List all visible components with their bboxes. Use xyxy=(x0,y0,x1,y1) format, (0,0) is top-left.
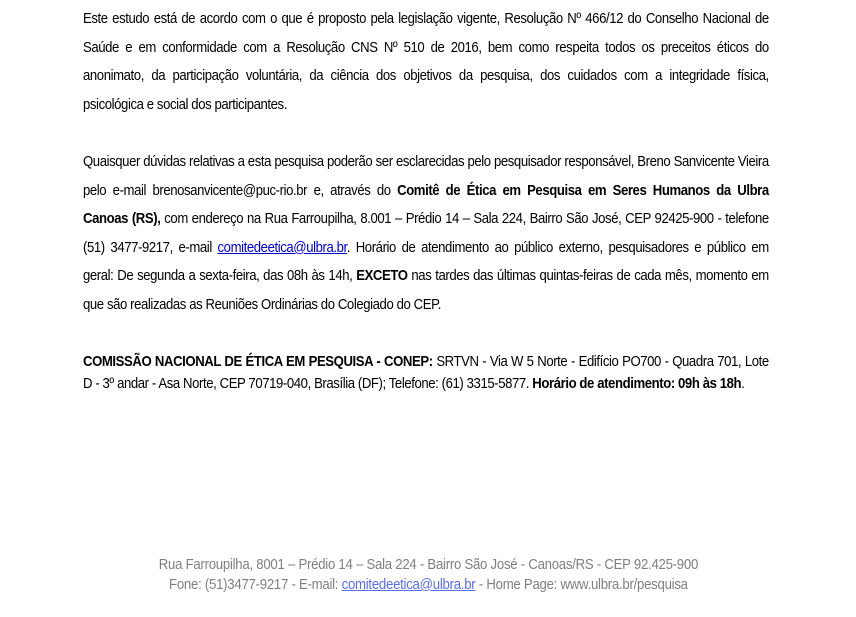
footer-phone: Fone: (51)3477-9217 - E-mail: xyxy=(168,576,342,593)
paragraph-text: Este estudo está de acordo com o que é proposto pela legislação vigente, Resolução Nº 466/12 do Conselho Nacional de Saúde e em conformidade com a Resolução CNS Nº 510 de 2016, bem como respeita todos os preceitos éticos do anonimato, da participação voluntária, da ciência dos objetivos da pesquisa, dos cuidados com a integridade física, psicológica e social dos participantes. xyxy=(83,11,769,113)
committee-name: Comitê de Ética em Pesquisa em Seres Humanos da Ulbra Canoas (RS), xyxy=(83,182,769,228)
conep-title: COMISSÃO NACIONAL DE ÉTICA EM PESQUISA - CONEP: xyxy=(83,354,433,370)
paragraph-text: SRTVN - Via W 5 Norte - Edifício PO700 - Quadra 701, Lote D - 3º andar - Asa Norte, CEP 70719-040, Brasília (DF); Telefone: (61) 3315-5877. xyxy=(83,354,769,392)
paragraph-text: com endereço na Rua Farroupilha, 8.001 – Prédio 14 – Sala 224, Bairro São José, CEP 92425-900 - telefone (51) 3477-9217, e-mail xyxy=(83,211,769,256)
except-note: EXCETO xyxy=(356,268,408,285)
page-footer xyxy=(0,555,856,595)
conep-paragraph xyxy=(83,351,769,395)
paragraph-text: . Horário de atendimento ao público externo, pesquisadores e público em geral: De segunda a sexta-feira, das 08h às 14h, xyxy=(83,239,769,285)
footer-email-link[interactable]: comitedeetica@ulbra.br xyxy=(341,576,476,593)
paragraph-text: . xyxy=(741,376,745,392)
paragraph-text: nas tardes das últimas quintas-feiras de cada mês, momento em que são realizadas as Reuniões Ordinárias do Colegiado do CEP. xyxy=(83,268,769,313)
conep-hours: Horário de atendimento: 09h às 18h xyxy=(532,376,742,392)
ethics-compliance-paragraph xyxy=(83,5,769,119)
paragraph-text: Quaisquer dúvidas relativas a esta pesquisa poderão ser esclarecidas pelo pesquisador responsável, Breno Sanvicente Vieira pelo e-mail brenosanvicente@puc-rio.br e, através do xyxy=(83,154,769,199)
committee-email-link[interactable]: comitedeetica@ulbra.br xyxy=(217,239,347,256)
footer-homepage: - Home Page: www.ulbra.br/pesquisa xyxy=(475,576,688,593)
footer-content xyxy=(158,555,697,595)
contact-paragraph xyxy=(83,148,769,320)
footer-address: Rua Farroupilha, 8001 – Prédio 14 – Sala 224 - Bairro São José - Canoas/RS - CEP 92.425-900 xyxy=(158,556,698,573)
footer-contact xyxy=(158,575,697,595)
